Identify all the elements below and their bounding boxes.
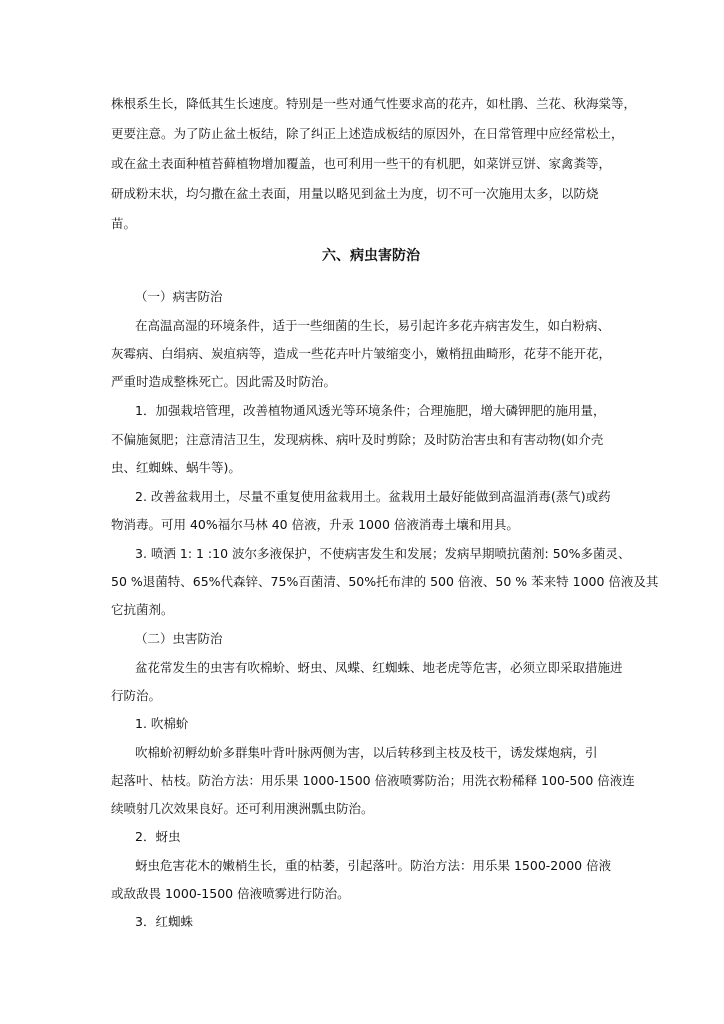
list-item-line: 2. 改善盆栽用土，尽量不重复使用盆栽用土。盆栽用土最好能做到高温消毒(蒸气)或药: [135, 489, 611, 504]
item-title: 3．红蜘蛛: [135, 914, 193, 929]
list-item-line: 它抗菌剂。: [111, 602, 174, 617]
paragraph-line: 更要注意。为了防止盆土板结，除了纠正上述造成板结的原因外，在日常管理中应经常松土，: [111, 126, 624, 141]
paragraph-line: 盆花常发生的虫害有吹棉蚧、蚜虫、凤蝶、红蜘蛛、地老虎等危害，必须立即采取措施进: [135, 660, 623, 675]
paragraph-line: 在高温高湿的环境条件，适于一些细菌的生长，易引起许多花卉病害发生，如白粉病、: [135, 318, 611, 333]
section-title: 六、病虫害防治: [322, 248, 420, 264]
list-item-line: 50 %退菌特、65%代森锌、75%百菌清、50%托布津的 500 倍液、50 % 苯来特 1000 倍液及其: [111, 574, 659, 589]
paragraph-line: 严重时造成整株死亡。因此需及时防治。: [111, 374, 337, 389]
list-item-line: 物消毒。可用 40%福尔马林 40 倍液，升汞 1000 倍液消毒土壤和用具。: [111, 517, 519, 532]
paragraph-line: 续喷射几次效果良好。还可利用澳洲瓢虫防治。: [111, 801, 374, 816]
list-item-line: 3. 喷洒 1: 1 :10 波尔多液保护，不使病害发生和发展；发病早期喷抗菌剂: 50%多菌灵、: [135, 546, 631, 561]
subsection-heading-disease: （一）病害防治: [135, 289, 223, 304]
paragraph-line: 苗。: [111, 216, 137, 231]
paragraph-line: 或敌敌畏 1000-1500 倍液喷雾进行防治。: [111, 886, 350, 901]
paragraph-line: 蚜虫危害花木的嫩梢生长，重的枯萎，引起落叶。防治方法：用乐果 1500-2000 倍液: [135, 858, 612, 873]
paragraph-line: 起落叶、枯枝。防治方法：用乐果 1000-1500 倍液喷雾防治；用洗衣粉稀释 100-500 倍液连: [111, 773, 635, 788]
paragraph-line: 灰霉病、白绢病、炭疽病等，造成一些花卉叶片皱缩变小，嫩梢扭曲畸形，花芽不能开花，: [111, 346, 612, 361]
paragraph-line: 行防治。: [111, 688, 162, 703]
paragraph-line: 株根系生长，降低其生长速度。特别是一些对通气性要求高的花卉，如杜鹃、兰花、秋海棠等，: [111, 96, 637, 111]
paragraph-line: 研成粉末状，均匀撒在盆土表面，用量以略见到盆土为度，切不可一次施用太多，以防烧: [111, 186, 599, 201]
item-title: 1. 吹棉蚧: [135, 716, 189, 731]
subsection-heading-pest: （二）虫害防治: [135, 631, 223, 646]
list-item-line: 虫、红蜘蛛、蜗牛等)。: [111, 460, 241, 475]
list-item-line: 不偏施氮肥；注意清洁卫生，发现病株、病叶及时剪除；及时防治害虫和有害动物(如介壳: [111, 432, 604, 447]
item-title: 2．蚜虫: [135, 829, 181, 844]
paragraph-line: 吹棉蚧初孵幼蚧多群集叶背叶脉两侧为害，以后转移到主枝及枝干，诱发煤炮病，引: [135, 745, 598, 760]
list-item-line: 1．加强栽培管理，改善植物通风透光等环境条件；合理施肥，增大磷钾肥的施用量，: [135, 403, 606, 418]
paragraph-line: 或在盆土表面种植苔藓植物增加覆盖，也可利用一些干的有机肥，如菜饼豆饼、家禽粪等，: [111, 156, 612, 171]
